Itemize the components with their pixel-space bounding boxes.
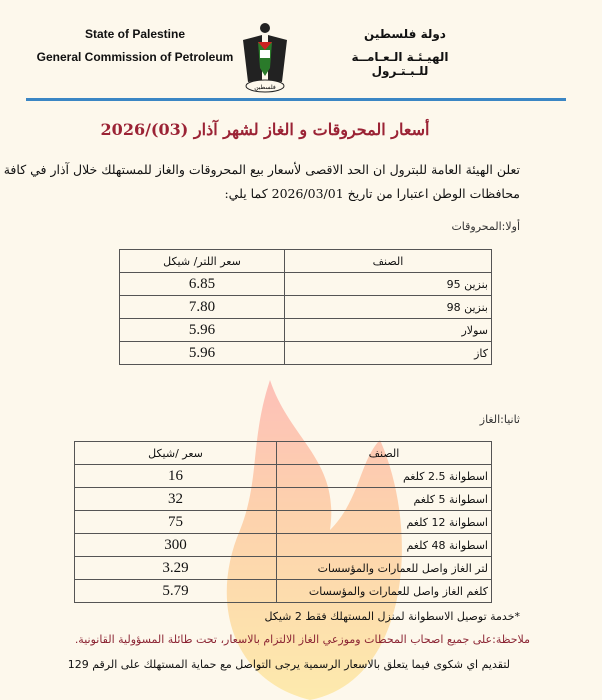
palestine-eagle-emblem-icon [240, 20, 290, 95]
fuel-price-table [119, 249, 492, 365]
gas-section-label: ثانيا:الغاز [479, 413, 520, 426]
header-type: الصنف [277, 442, 492, 465]
fuel-type: بنزين 95 [285, 273, 492, 296]
header-type: الصنف [285, 250, 492, 273]
table-row [75, 465, 492, 488]
intro-line1: تعلن الهيئة العامة للبترول ان الحد الاقصى لأسعار بيع المحروقات والغاز للمستهلك خلال آذار في كافة [3, 162, 520, 177]
table-row [75, 580, 492, 603]
fuel-price: 5.96 [120, 319, 285, 342]
table-header-row [75, 442, 492, 465]
gas-price: 16 [75, 465, 277, 488]
table-row [75, 557, 492, 580]
table-row [120, 296, 492, 319]
table-row [75, 488, 492, 511]
delivery-footnote: *خدمة توصيل الاسطوانة لمنزل المستهلك فقط 2 شيكل [264, 610, 520, 623]
fuel-section-label: أولا:المحروقات [451, 220, 520, 233]
fuel-type: كاز [285, 342, 492, 365]
header-en-line2: General Commission of Petroleum [36, 50, 234, 64]
gas-price: 75 [75, 511, 277, 534]
compliance-note: ملاحظة:على جميع اصحاب المحطات وموزعي الغاز الالتزام بالاسعار، تحت طائلة المسؤولية القانونية. [74, 633, 530, 646]
header-price: سعر اللتر/ شيكل [120, 250, 285, 273]
gas-type: اسطوانة 5 كلغم [277, 488, 492, 511]
gas-price: 3.29 [75, 557, 277, 580]
gas-price: 300 [75, 534, 277, 557]
header-en-line1: State of Palestine [84, 27, 186, 41]
intro-line2: محافظات الوطن اعتبارا من تاريخ 2026/03/01 كما يلي: [224, 186, 520, 201]
header-ar-line2: الهيـئـة الـعـامــة للـبـتـرول [351, 50, 449, 78]
table-row [120, 319, 492, 342]
fuel-type: سولار [285, 319, 492, 342]
fuel-price: 5.96 [120, 342, 285, 365]
header-rule [26, 98, 566, 101]
gas-type: كلغم الغاز واصل للعمارات والمؤسسات [277, 580, 492, 603]
gas-type: اسطوانة 12 كلغم [277, 511, 492, 534]
page-title: أسعار المحروقات و الغاز لشهر آذار (03)/2026 [100, 120, 430, 139]
gas-price-table [74, 441, 492, 603]
gas-type: اسطوانة 48 كلغم [277, 534, 492, 557]
gas-price: 32 [75, 488, 277, 511]
fuel-price: 6.85 [120, 273, 285, 296]
emblem-text: فلسطين [254, 84, 276, 91]
table-row [75, 534, 492, 557]
fuel-price: 7.80 [120, 296, 285, 319]
table-header-row [120, 250, 492, 273]
table-row [120, 273, 492, 296]
gas-type: لتر الغاز واصل للعمارات والمؤسسات [277, 557, 492, 580]
gas-price: 5.79 [75, 580, 277, 603]
header-ar-line1: دولة فلسطين [364, 27, 446, 41]
header-price: سعر /شيكل [75, 442, 277, 465]
table-row [120, 342, 492, 365]
fuel-type: بنزين 98 [285, 296, 492, 319]
complaint-notice: لتقديم اي شكوى فيما يتعلق بالاسعار الرسمية يرجى التواصل مع حماية المستهلك على الرقم 129 [67, 658, 510, 671]
table-row [75, 511, 492, 534]
gas-type: اسطوانة 2.5 كلغم [277, 465, 492, 488]
